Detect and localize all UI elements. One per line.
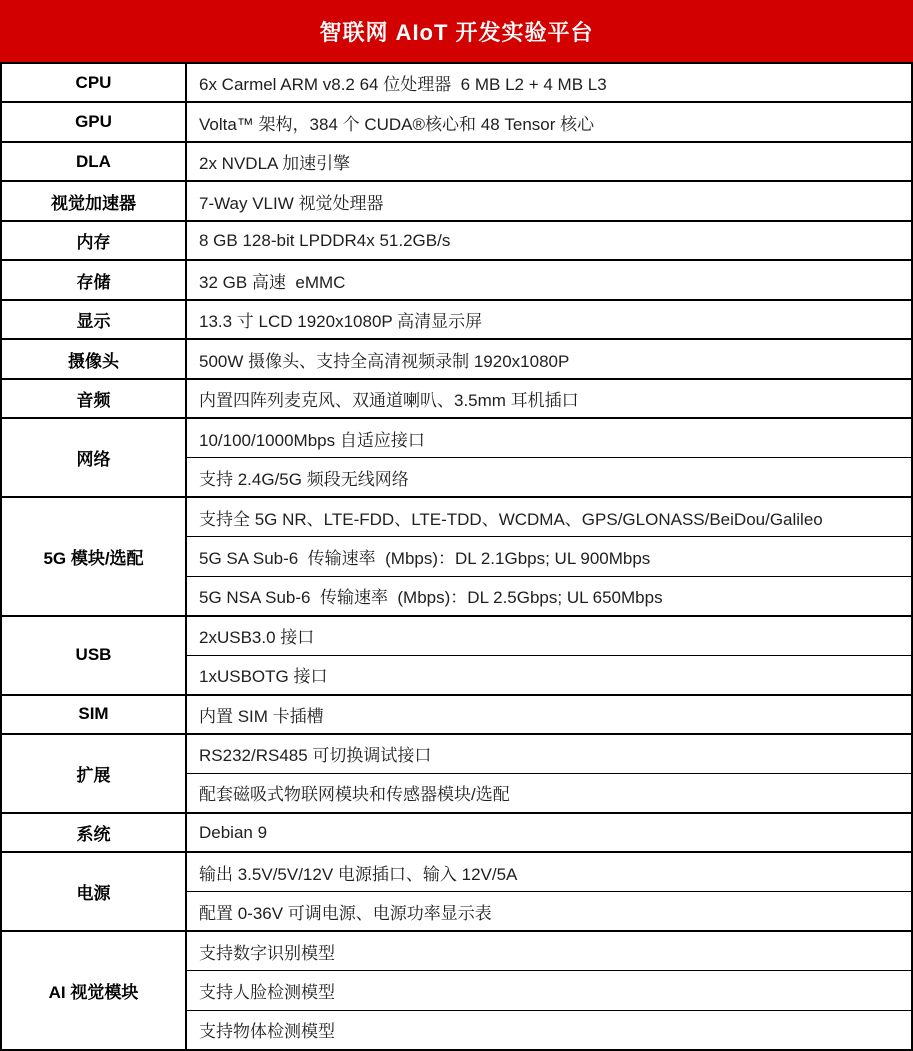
table-row <box>1 260 912 299</box>
spec-value: 支持全 5G NR、LTE-FDD、LTE-TDD、WCDMA、GPS/GLONASS/BeiDou/Galileo <box>186 497 912 536</box>
table-row <box>1 813 912 852</box>
spec-label: 音频 <box>1 379 186 418</box>
spec-value: 10/100/1000Mbps 自适应接口 <box>186 418 912 457</box>
spec-label: 视觉加速器 <box>1 181 186 220</box>
spec-label: 电源 <box>1 852 186 931</box>
table-row <box>1 142 912 181</box>
spec-value: 支持数字识别模型 <box>186 931 912 970</box>
table-row <box>1 852 912 891</box>
spec-label: 存储 <box>1 260 186 299</box>
spec-value: 13.3 寸 LCD 1920x1080P 高清显示屏 <box>186 300 912 339</box>
spec-table <box>0 62 913 1051</box>
spec-table-body <box>1 63 912 1050</box>
spec-value: 5G NSA Sub-6 传输速率 (Mbps)：DL 2.5Gbps; UL 650Mbps <box>186 576 912 615</box>
spec-label: CPU <box>1 63 186 102</box>
spec-value: 内置四阵列麦克风、双通道喇叭、3.5mm 耳机插口 <box>186 379 912 418</box>
spec-value: 2xUSB3.0 接口 <box>186 616 912 655</box>
table-row <box>1 734 912 773</box>
spec-value: Debian 9 <box>186 813 912 852</box>
table-row <box>1 63 912 102</box>
spec-label: 显示 <box>1 300 186 339</box>
spec-value: 输出 3.5V/5V/12V 电源插口、输入 12V/5A <box>186 852 912 891</box>
table-row <box>1 221 912 260</box>
spec-value: 6x Carmel ARM v8.2 64 位处理器 6 MB L2 + 4 MB L3 <box>186 63 912 102</box>
spec-value: 2x NVDLA 加速引擎 <box>186 142 912 181</box>
spec-label: SIM <box>1 695 186 734</box>
spec-label: 扩展 <box>1 734 186 813</box>
spec-label: 摄像头 <box>1 339 186 378</box>
spec-label: 网络 <box>1 418 186 497</box>
table-row <box>1 418 912 457</box>
spec-value: 7-Way VLIW 视觉处理器 <box>186 181 912 220</box>
spec-label: USB <box>1 616 186 695</box>
spec-value: 1xUSBOTG 接口 <box>186 655 912 694</box>
spec-value: 500W 摄像头、支持全高清视频录制 1920x1080P <box>186 339 912 378</box>
table-row <box>1 300 912 339</box>
spec-value: 内置 SIM 卡插槽 <box>186 695 912 734</box>
table-row <box>1 616 912 655</box>
table-row <box>1 339 912 378</box>
spec-label: 系统 <box>1 813 186 852</box>
spec-value: 8 GB 128-bit LPDDR4x 51.2GB/s <box>186 221 912 260</box>
spec-label: 5G 模块/选配 <box>1 497 186 615</box>
spec-value: Volta™ 架构，384 个 CUDA®核心和 48 Tensor 核心 <box>186 102 912 141</box>
table-row <box>1 379 912 418</box>
spec-value: RS232/RS485 可切换调试接口 <box>186 734 912 773</box>
table-row <box>1 695 912 734</box>
spec-value: 支持物体检测模型 <box>186 1010 912 1050</box>
spec-label: GPU <box>1 102 186 141</box>
spec-label: AI 视觉模块 <box>1 931 186 1050</box>
spec-value: 5G SA Sub-6 传输速率 (Mbps)：DL 2.1Gbps; UL 900Mbps <box>186 537 912 576</box>
table-row <box>1 497 912 536</box>
spec-label: DLA <box>1 142 186 181</box>
table-row <box>1 931 912 970</box>
table-row <box>1 102 912 141</box>
spec-value: 配套磁吸式物联网模块和传感器模块/选配 <box>186 773 912 812</box>
table-row <box>1 181 912 220</box>
spec-value: 支持 2.4G/5G 频段无线网络 <box>186 458 912 497</box>
spec-label: 内存 <box>1 221 186 260</box>
page-title: 智联网 AIoT 开发实验平台 <box>0 0 913 62</box>
spec-value: 32 GB 高速 eMMC <box>186 260 912 299</box>
spec-value: 支持人脸检测模型 <box>186 971 912 1010</box>
spec-value: 配置 0-36V 可调电源、电源功率显示表 <box>186 892 912 931</box>
